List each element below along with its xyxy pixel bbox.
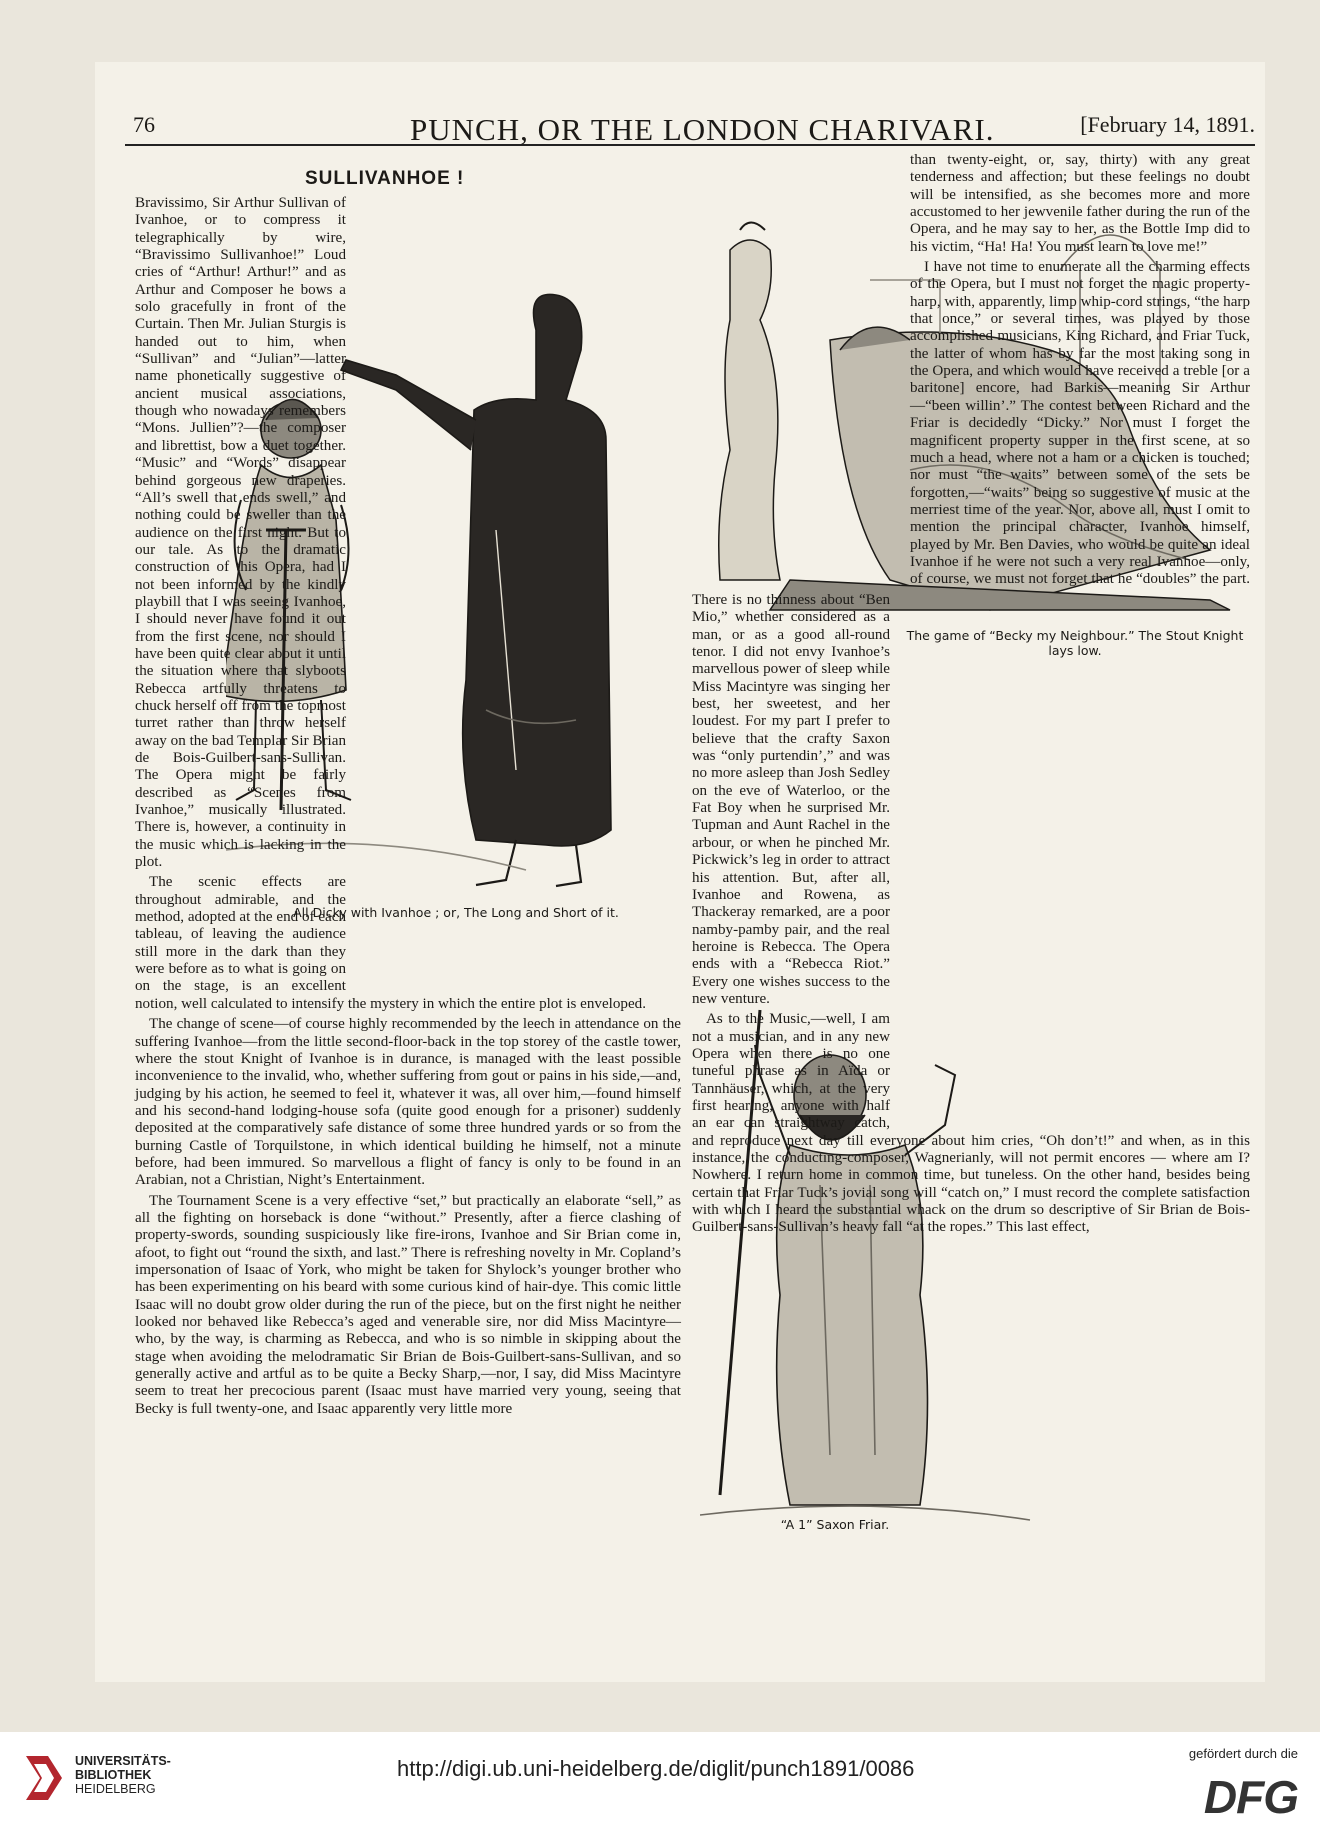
page-number: 76 — [133, 112, 155, 137]
float-spacer — [692, 152, 910, 174]
float-spacer — [346, 195, 681, 315]
paragraph: than twenty-eight, or, say, thirty) with any great tenderness and affection; but these feelings no doubt will be intensified, as she becomes more and more accustomed to her jewvenile father during the run of the Opera, and he may say to her, as the Bottle Imp did to his victim, “Ha! Ha! You must learn to love me!” — [910, 152, 1250, 255]
paragraph: As to the Music,—well, I am not a musician, and in any new Opera when there is no one tuneful phrase as in Aïda or Tannhäuser, which, at the very first hearing, anyone with half an ear can straightway catch, and reproduce next day till everyone about him cries, “Oh don’t!” and when, as in this instance, the conducting-composer, Wagnerianly, will not permit encores — where am I? Nowhere. I return home in common time, but tuneless. On the other hand, besides being certain that Friar Tuck’s jovial song will “catch on,” I must record the complete satisfaction with which I heard the substantial whack on the drum so descriptive of Sir Brian de Bois-Guilbert-sans-Sullivan’s heavy fall “at the ropes.” This last effect, — [692, 1011, 1250, 1236]
library-line: BIBLIOTHEK — [75, 1768, 152, 1782]
float-spacer — [692, 174, 910, 592]
dfg-logo: DFG — [1203, 1771, 1298, 1823]
article-column-1 — [135, 195, 681, 1421]
library-logo-icon — [18, 1752, 68, 1808]
source-url[interactable]: http://digi.ub.uni-heidelberg.de/diglit/punch1891/0086 — [397, 1756, 915, 1781]
library-line: UNIVERSITÄTS- — [75, 1754, 171, 1768]
masthead-title: PUNCH, OR THE LONDON CHARIVARI. — [410, 112, 995, 147]
running-header — [125, 108, 1255, 146]
paragraph: The scenic effects are throughout admirable, and the method, adopted at the end of each tableau, of leaving the audience still more in the dark than they were before as to what is going on on the stage, is an excellent notion, well calculated to intensify the mystery in which the entire plot is enveloped. — [135, 874, 646, 1012]
library-name — [75, 1754, 171, 1796]
issue-date: [February 14, 1891. — [1080, 112, 1255, 137]
paragraph: The change of scene—of course highly recommended by the leech in attendance on the suffering Ivanhoe—from the little second-floor-back in the top storey of the castle tower, where the stout Knight of Ivanhoe is in durance, is managed with the least possible inconvenience to the invalid, who, whether suffering from gout or pains in his side,—and, judging by his action, he seemed to feel it, whatever it was, all over him,—found himself and his second-hand lodging-house sofa (quite good enough for a prisoner) suddenly deposited at the comparatively safe distance of some three hundred yards or so from the burning Castle of Torquilstone, in which identical building he himself, not a minute before, had been immured. So marvellous a flight of fancy is only to be found in an Arabian, not a Christian, Night’s Entertainment. — [135, 1016, 681, 1189]
paragraph: The Tournament Scene is a very effective “set,” but practically an elaborate “sell,” as all the fighting on horseback is done “without.” Presently, after a fierce clashing of property-swords, sounding suspiciously like fire-irons, Ivanhoe and Sir Brian come in, afoot, to fight out “round the sixth, and last.” There is refreshing novelty in Mr. Copland’s impersonation of Isaac of York, who might be taken for Shylock’s younger brother who has been experimenting on his beard with some curious kind of hair-dye. This comic little Isaac will no doubt grow older during the run of the piece, but on the first night he neither looked nor behaved like Rebecca’s aged and venerable sire, nor did Miss Macintyre—who, by the way, is charming as Rebecca, and who is so nimble in skipping about the stage when avoiding the melodramatic Sir Brian de Bois-Guilbert-sans-Sullivan, and so generally active and artful as to be quite a Becky Sharp,—nor, I say, did Miss Macintyre seem to treat her precocious parent (Isaac must have married very young, seeing that Becky is full twenty-one, and Isaac apparently very little more — [135, 1192, 681, 1417]
float-spacer — [346, 315, 681, 995]
article-title: SULLIVANHOE ! — [305, 168, 465, 189]
article-column-2 — [692, 152, 1250, 1240]
caption-fig1: All Dicky with Ivanhoe ; or, The Long and Short of it. — [293, 905, 619, 920]
paragraph: I have not time to enumerate all the charming effects of the Opera, but I must not forget the magic property-harp, with, apparently, limp whip-cord strings, “the harp that once,” or several times, was played by those accomplished musicians, King Richard, and Friar Tuck, the latter of whom has by far the most taking song in the Opera, and which would have received a treble [or a baritone] encore, had Barkis—meaning Sir Arthur—“been willin’.” The contest between Richard and the Friar is decidedly “Dicky.” Nor must I forget the magnificent property supper in the first scene, at so much a head, where not a ham or a chicken is touched; nor must “the waits” between some of the sets be forgotten,—“waits” being so suggestive of music at the merriest time of the year. Nor, above all, must I omit to mention the principal character, Ivanhoe himself, played by Mr. Ben Davies, who would be quite an ideal Ivanhoe if he were not such a very real Ivanhoe—only, of course, we must not forget that he “doubles” the part. There is no thinness about “Ben Mio,” whether considered as a man, or as a good all-round tenor. I did not envy Ivanhoe’s marvellous power of sleep while Miss Macintyre was singing her best, her sweetest, and her loudest. For my part I prefer to believe that the crafty Saxon was “only purtendin’,” and was no more asleep than Josh Sedley on the eve of Waterloo, or the Fat Boy when he surprised Mr. Tupman and Aunt Rachel in the arbour, or when he pinched Mr. Pickwick’s leg in order to attract his attention. But, after all, Ivanhoe and Rowena, as Thackeray remarked, are a poor namby-pamby pair, and the real heroine is Rebecca. The Opera ends with a “Rebecca Riot.” Every one wishes success to the new venture. — [692, 259, 1250, 1007]
library-line: HEIDELBERG — [75, 1782, 156, 1796]
digitization-footer — [0, 1732, 1320, 1832]
caption-fig2: The game of “Becky my Neighbour.” The Stout Knight lays low. — [906, 628, 1244, 658]
funding-note: gefördert durch die — [1188, 1746, 1298, 1761]
paragraph: Bravissimo, Sir Arthur Sullivan of Ivanhoe, or to compress it telegraphically by wire, “Bravissimo Sullivanhoe!” Loud cries of “Arthur! Arthur!” and as Arthur and Composer he bows a solo gracefully in front of the Curtain. Then Mr. Julian Sturgis is handed out to him, when “Sullivan” and “Julian”—latter name phonetically suggestive of ancient musical associations, though who nowadays remembers “Mons. Jullien”?—the composer and librettist, bow a duet together. “Music” and “Words” disappear behind gorgeous new draperies. “All’s swell that ends swell,” and nothing could be sweller than the audience on the first night. But to our tale. As to the dramatic construction of this Opera, had I not been informed by the kindly playbill that I was seeing Ivanhoe, I should never have found it out from the first scene, nor should I have been quite clear about it until the situation where that slyboots Rebecca artfully threatens to chuck herself off from the topmost turret rather than throw herself away on the bad Templar Sir Brian de Bois-Guilbert-sans-Sullivan. The Opera might be fairly described as “Scenes from Ivanhoe,” musically illustrated. There is, however, a continuity in the music which is lacking in the plot. — [135, 195, 346, 871]
caption-fig3: “A 1” Saxon Friar. — [780, 1517, 890, 1532]
float-spacer — [890, 592, 1250, 1117]
